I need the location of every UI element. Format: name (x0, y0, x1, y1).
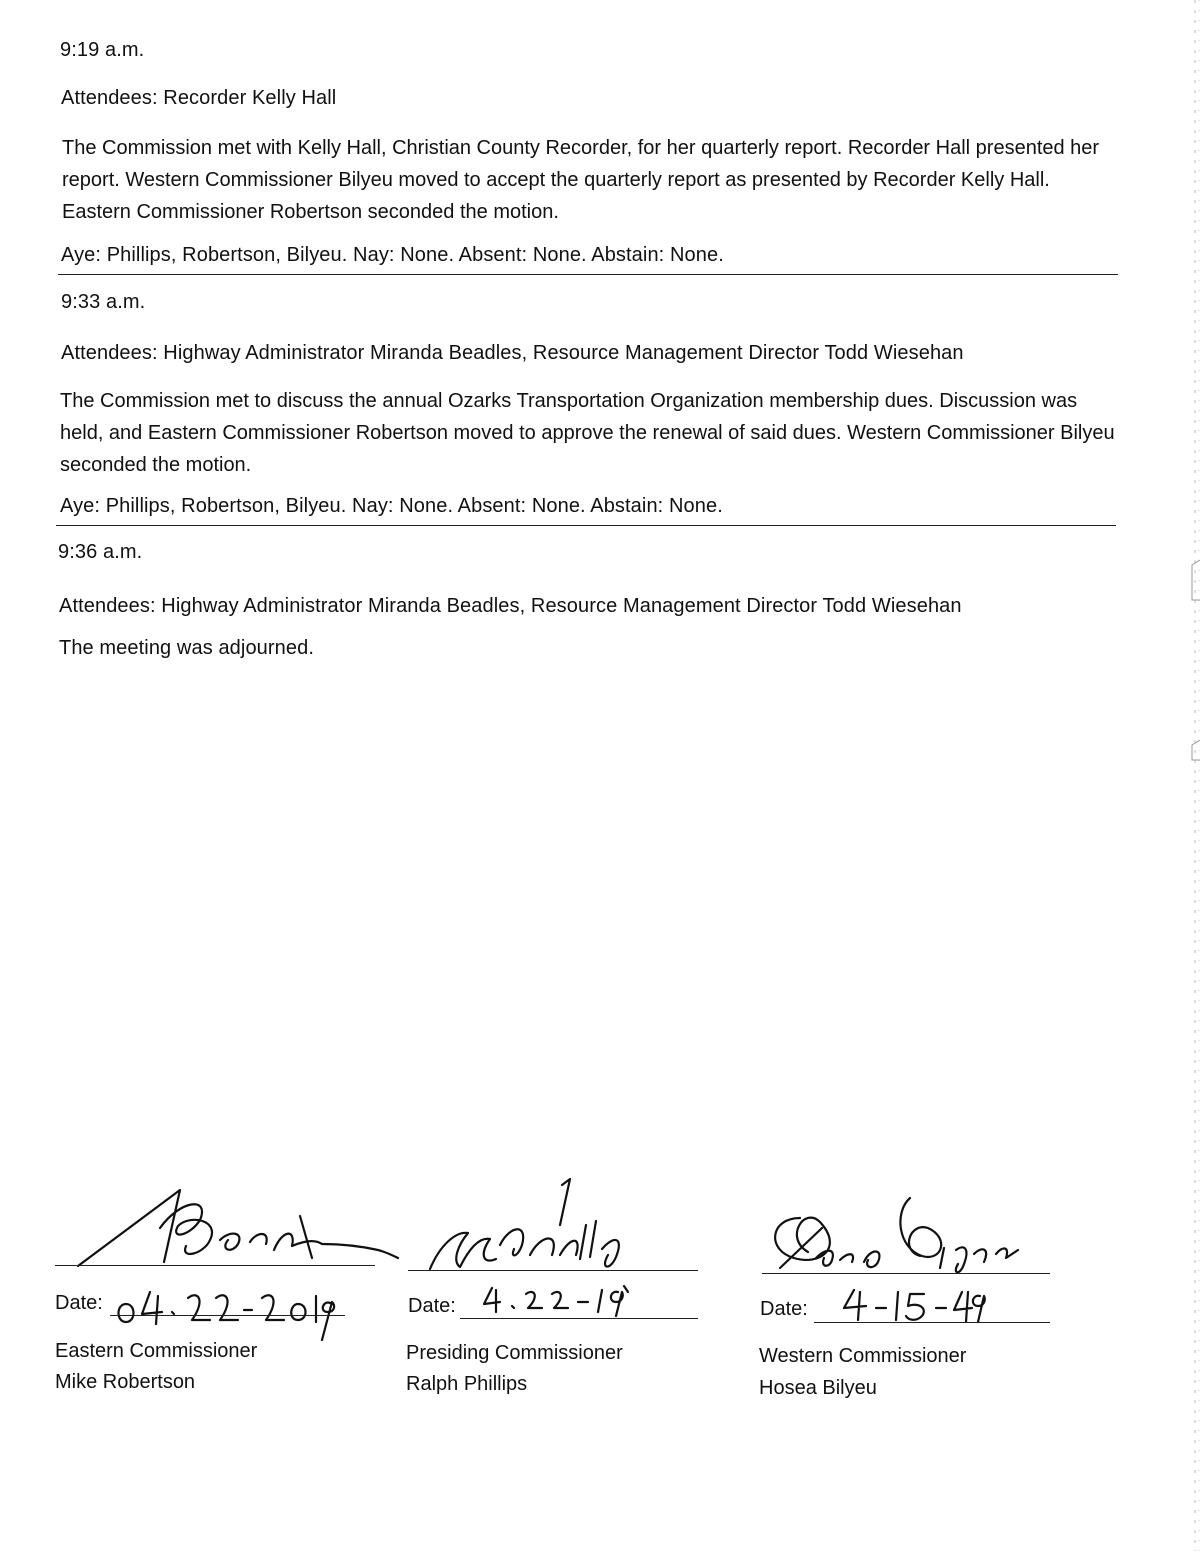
date-label: Date: (408, 1295, 456, 1317)
signer-name: Mike Robertson (55, 1371, 196, 1393)
entry-attendees: Attendees: Highway Administrator Miranda Beadles, Resource Management Director Todd Wiesehan (61, 342, 964, 364)
entry-time: 9:33 a.m. (61, 291, 146, 313)
entry-attendees: Attendees: Recorder Kelly Hall (61, 87, 337, 109)
signature-line (762, 1273, 1050, 1274)
date-label: Date: (760, 1298, 808, 1320)
section-divider (56, 525, 1116, 526)
entry-time: 9:19 a.m. (60, 39, 145, 61)
date-line (814, 1322, 1050, 1323)
entry-vote: Aye: Phillips, Robertson, Bilyeu. Nay: None. Absent: None. Abstain: None. (60, 495, 723, 517)
entry-body: The Commission met to discuss the annual Ozarks Transportation Organization membership dues. Discussion was held, and Eastern Commissioner Robertson moved to approve the renewal of said dues. Western Commissioner Bilyeu seconded the motion. (60, 390, 1115, 476)
signer-name: Hosea Bilyeu (759, 1377, 877, 1399)
entry-vote: Aye: Phillips, Robertson, Bilyeu. Nay: None. Absent: None. Abstain: None. (61, 244, 724, 266)
signature-line (408, 1270, 698, 1271)
robertson-signature (60, 1170, 400, 1270)
signer-title: Western Commissioner (759, 1345, 967, 1367)
date-line (110, 1315, 345, 1316)
handwritten-date (112, 1282, 342, 1342)
signer-title: Presiding Commissioner (406, 1342, 623, 1364)
signer-title: Eastern Commissioner (55, 1340, 258, 1362)
date-label: Date: (55, 1292, 103, 1314)
entry-body: The Commission met with Kelly Hall, Christian County Recorder, for her quarterly report. Recorder Hall presented her report. Western Commissioner Bilyeu moved to accept the quarterly report as presented by Recorder Kelly Hall. Eastern Commissioner Robertson seconded the motion. (62, 137, 1100, 223)
handwritten-date (476, 1282, 636, 1322)
signer-name: Ralph Phillips (406, 1373, 528, 1395)
signature-line (55, 1265, 375, 1266)
entry-attendees: Attendees: Highway Administrator Miranda Beadles, Resource Management Director Todd Wiesehan (59, 595, 962, 617)
entry-time: 9:36 a.m. (58, 541, 143, 563)
section-divider (58, 274, 1118, 275)
date-line (460, 1318, 698, 1319)
scan-edge (1186, 0, 1200, 1551)
handwritten-date (836, 1286, 986, 1326)
phillips-signature (410, 1175, 670, 1275)
entry-body: The meeting was adjourned. (59, 637, 314, 659)
